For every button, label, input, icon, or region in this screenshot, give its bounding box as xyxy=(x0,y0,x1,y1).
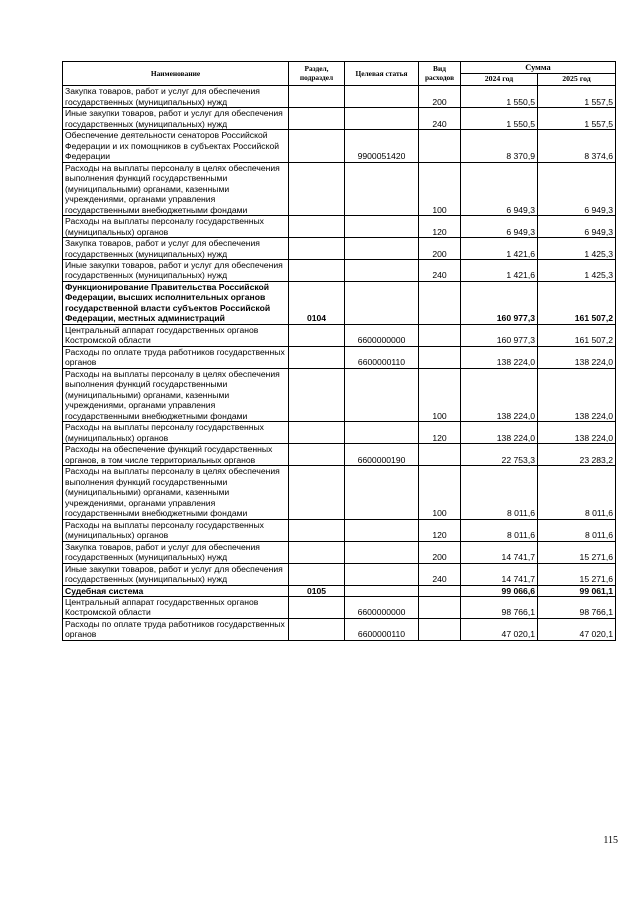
row-expense-type xyxy=(419,618,461,640)
row-expense-type xyxy=(419,281,461,324)
row-sum-2025: 138 224,0 xyxy=(538,346,616,368)
row-section xyxy=(289,519,345,541)
row-target xyxy=(345,86,419,108)
row-sum-2025: 1 425,3 xyxy=(538,259,616,281)
page-number: 115 xyxy=(603,835,618,846)
header-target: Целевая статья xyxy=(345,62,419,86)
row-target: 6600000190 xyxy=(345,444,419,466)
header-section: Раздел, подраздел xyxy=(289,62,345,86)
row-name: Расходы на выплаты персоналу государственных (муниципальных) органов xyxy=(63,519,289,541)
row-sum-2024: 47 020,1 xyxy=(461,618,538,640)
header-year-2024: 2024 год xyxy=(461,74,538,86)
row-sum-2024: 6 949,3 xyxy=(461,216,538,238)
row-section: 0104 xyxy=(289,281,345,324)
row-name: Функционирование Правительства Российской Федерации, высших исполнительных органов государственной власти субъектов Российской Федерации, местных администраций xyxy=(63,281,289,324)
row-name: Расходы на выплаты персоналу государственных (муниципальных) органов xyxy=(63,422,289,444)
table-header xyxy=(63,62,616,86)
row-section: 0105 xyxy=(289,585,345,596)
row-target xyxy=(345,238,419,260)
budget-table xyxy=(62,61,616,641)
row-expense-type: 240 xyxy=(419,108,461,130)
row-sum-2025: 138 224,0 xyxy=(538,368,616,421)
row-target: 6600000000 xyxy=(345,324,419,346)
table-row xyxy=(63,130,616,162)
row-sum-2024: 160 977,3 xyxy=(461,324,538,346)
table-row xyxy=(63,281,616,324)
row-expense-type xyxy=(419,444,461,466)
row-expense-type xyxy=(419,585,461,596)
table-row xyxy=(63,216,616,238)
row-sum-2025: 98 766,1 xyxy=(538,597,616,619)
row-sum-2025: 15 271,6 xyxy=(538,563,616,585)
row-sum-2025: 1 425,3 xyxy=(538,238,616,260)
row-expense-type xyxy=(419,324,461,346)
row-sum-2025: 6 949,3 xyxy=(538,216,616,238)
table-row xyxy=(63,541,616,563)
row-name: Расходы на выплаты персоналу в целях обеспечения выполнения функций государственными (муниципальными) органами, казенными учреждениями, органами управления государственными внебюджетными фондами xyxy=(63,162,289,215)
table-row xyxy=(63,519,616,541)
row-name: Судебная система xyxy=(63,585,289,596)
table-row xyxy=(63,422,616,444)
row-sum-2025: 8 011,6 xyxy=(538,519,616,541)
row-sum-2024: 99 066,6 xyxy=(461,585,538,596)
table-row xyxy=(63,618,616,640)
row-sum-2024: 1 421,6 xyxy=(461,259,538,281)
row-section xyxy=(289,86,345,108)
row-target xyxy=(345,281,419,324)
header-type: Вид расходов xyxy=(419,62,461,86)
row-target xyxy=(345,368,419,421)
table-row xyxy=(63,563,616,585)
row-name: Иные закупки товаров, работ и услуг для обеспечения государственных (муниципальных) нужд xyxy=(63,563,289,585)
table-row xyxy=(63,259,616,281)
row-name: Иные закупки товаров, работ и услуг для обеспечения государственных (муниципальных) нужд xyxy=(63,108,289,130)
table-row xyxy=(63,86,616,108)
table-row xyxy=(63,444,616,466)
row-target xyxy=(345,216,419,238)
row-sum-2025: 1 557,5 xyxy=(538,108,616,130)
row-target xyxy=(345,162,419,215)
row-name: Расходы по оплате труда работников государственных органов xyxy=(63,346,289,368)
row-target: 6600000000 xyxy=(345,597,419,619)
row-name: Иные закупки товаров, работ и услуг для обеспечения государственных (муниципальных) нужд xyxy=(63,259,289,281)
row-name: Обеспечение деятельности сенаторов Российской Федерации и их помощников в субъектах Российской Федерации xyxy=(63,130,289,162)
row-name: Центральный аппарат государственных органов Костромской области xyxy=(63,324,289,346)
row-expense-type xyxy=(419,130,461,162)
header-sum: Сумма xyxy=(461,62,616,74)
row-section xyxy=(289,618,345,640)
row-sum-2024: 6 949,3 xyxy=(461,162,538,215)
row-name: Расходы по оплате труда работников государственных органов xyxy=(63,618,289,640)
row-expense-type: 120 xyxy=(419,216,461,238)
row-expense-type: 120 xyxy=(419,519,461,541)
row-name: Закупка товаров, работ и услуг для обеспечения государственных (муниципальных) нужд xyxy=(63,238,289,260)
row-sum-2025: 8 374,6 xyxy=(538,130,616,162)
row-name: Расходы на обеспечение функций государственных органов, в том числе территориальных органов xyxy=(63,444,289,466)
row-target xyxy=(345,585,419,596)
row-sum-2025: 15 271,6 xyxy=(538,541,616,563)
row-sum-2024: 8 370,9 xyxy=(461,130,538,162)
row-target xyxy=(345,541,419,563)
row-target xyxy=(345,108,419,130)
row-name: Центральный аппарат государственных органов Костромской области xyxy=(63,597,289,619)
row-expense-type: 200 xyxy=(419,86,461,108)
row-section xyxy=(289,162,345,215)
table-row xyxy=(63,162,616,215)
row-target xyxy=(345,259,419,281)
row-expense-type xyxy=(419,597,461,619)
row-name: Расходы на выплаты персоналу в целях обеспечения выполнения функций государственными (муниципальными) органами, казенными учреждениями, органами управления государственными внебюджетными фондами xyxy=(63,368,289,421)
row-name: Закупка товаров, работ и услуг для обеспечения государственных (муниципальных) нужд xyxy=(63,86,289,108)
row-expense-type: 100 xyxy=(419,162,461,215)
row-sum-2024: 138 224,0 xyxy=(461,422,538,444)
row-sum-2024: 138 224,0 xyxy=(461,368,538,421)
row-target: 6600000110 xyxy=(345,618,419,640)
row-section xyxy=(289,216,345,238)
row-sum-2024: 1 550,5 xyxy=(461,108,538,130)
row-section xyxy=(289,324,345,346)
row-section xyxy=(289,346,345,368)
row-sum-2024: 1 550,5 xyxy=(461,86,538,108)
table-row xyxy=(63,108,616,130)
row-section xyxy=(289,238,345,260)
table-row xyxy=(63,597,616,619)
row-section xyxy=(289,368,345,421)
row-target xyxy=(345,563,419,585)
row-sum-2025: 161 507,2 xyxy=(538,324,616,346)
row-expense-type: 200 xyxy=(419,541,461,563)
row-section xyxy=(289,597,345,619)
row-sum-2024: 160 977,3 xyxy=(461,281,538,324)
row-sum-2024: 8 011,6 xyxy=(461,466,538,519)
row-target: 9900051420 xyxy=(345,130,419,162)
row-target xyxy=(345,422,419,444)
row-sum-2024: 1 421,6 xyxy=(461,238,538,260)
row-expense-type: 100 xyxy=(419,466,461,519)
row-sum-2025: 6 949,3 xyxy=(538,162,616,215)
row-sum-2025: 161 507,2 xyxy=(538,281,616,324)
row-sum-2025: 8 011,6 xyxy=(538,466,616,519)
row-section xyxy=(289,259,345,281)
row-sum-2025: 47 020,1 xyxy=(538,618,616,640)
row-sum-2025: 23 283,2 xyxy=(538,444,616,466)
row-name: Закупка товаров, работ и услуг для обеспечения государственных (муниципальных) нужд xyxy=(63,541,289,563)
row-expense-type: 120 xyxy=(419,422,461,444)
row-name: Расходы на выплаты персоналу государственных (муниципальных) органов xyxy=(63,216,289,238)
row-sum-2024: 22 753,3 xyxy=(461,444,538,466)
row-sum-2024: 138 224,0 xyxy=(461,346,538,368)
row-sum-2025: 138 224,0 xyxy=(538,422,616,444)
table-row xyxy=(63,585,616,596)
table-row xyxy=(63,466,616,519)
row-section xyxy=(289,466,345,519)
header-name: Наименование xyxy=(63,62,289,86)
row-sum-2024: 98 766,1 xyxy=(461,597,538,619)
row-expense-type: 200 xyxy=(419,238,461,260)
row-section xyxy=(289,108,345,130)
row-target xyxy=(345,519,419,541)
table-row xyxy=(63,368,616,421)
row-expense-type xyxy=(419,346,461,368)
table-row xyxy=(63,346,616,368)
row-expense-type: 240 xyxy=(419,563,461,585)
table-body xyxy=(63,86,616,641)
row-expense-type: 100 xyxy=(419,368,461,421)
row-section xyxy=(289,130,345,162)
header-year-2025: 2025 год xyxy=(538,74,616,86)
row-sum-2024: 14 741,7 xyxy=(461,563,538,585)
table-row xyxy=(63,324,616,346)
row-section xyxy=(289,444,345,466)
row-section xyxy=(289,563,345,585)
row-section xyxy=(289,422,345,444)
row-section xyxy=(289,541,345,563)
row-sum-2025: 99 061,1 xyxy=(538,585,616,596)
row-target xyxy=(345,466,419,519)
row-sum-2024: 8 011,6 xyxy=(461,519,538,541)
row-name: Расходы на выплаты персоналу в целях обеспечения выполнения функций государственными (муниципальными) органами, казенными учреждениями, органами управления государственными внебюджетными фондами xyxy=(63,466,289,519)
row-sum-2024: 14 741,7 xyxy=(461,541,538,563)
row-sum-2025: 1 557,5 xyxy=(538,86,616,108)
table-row xyxy=(63,238,616,260)
row-expense-type: 240 xyxy=(419,259,461,281)
row-target: 6600000110 xyxy=(345,346,419,368)
